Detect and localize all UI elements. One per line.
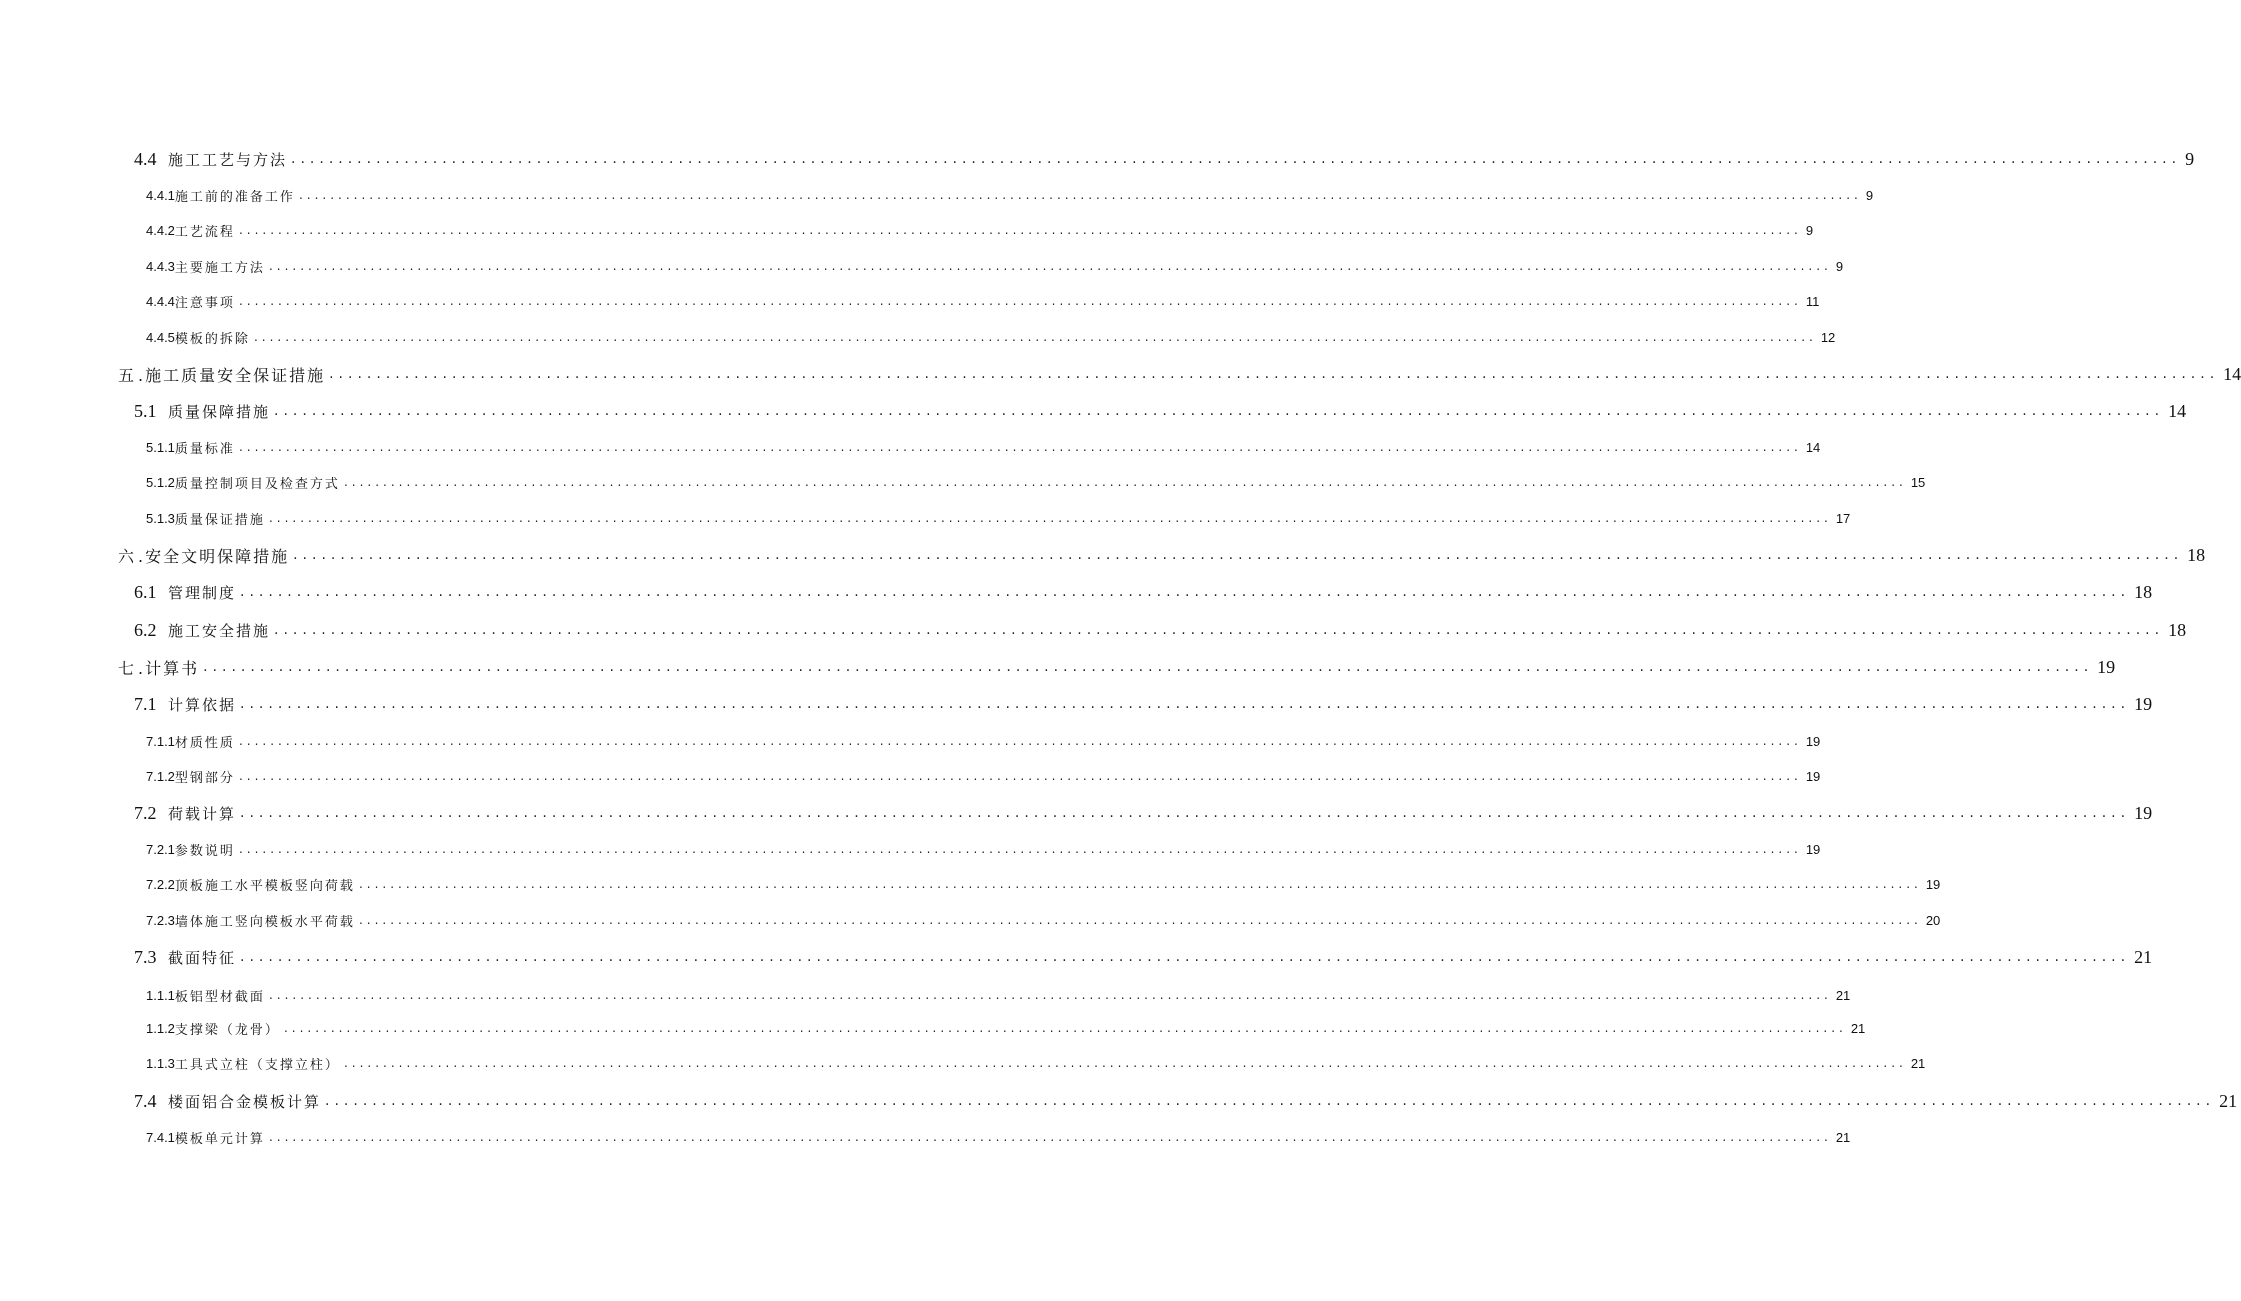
toc-entry-number: 7.2.3 [146,912,175,928]
toc-entry-title: 材质性质 [174,735,235,751]
toc-entry[interactable] [0,838,1821,860]
toc-entry[interactable] [0,471,1926,493]
toc-entry[interactable] [0,219,1814,241]
toc-entry-title: 计算依据 [168,695,237,714]
toc-entry-page-number: 9 [2185,148,2195,169]
dot-leader: ........................................................................................................................................................................................................ [343,475,1907,489]
toc-entry[interactable] [0,765,1821,787]
dot-leader: ........................................................................................................................................................................................................ [293,547,2184,563]
dot-leader: ........................................................................................................................................................................................................ [358,877,1922,891]
toc-entry-title: 模板的拆除 [174,331,250,347]
toc-entry-page-number: 19 [2097,656,2116,677]
dot-leader: ........................................................................................................................................................................................................ [238,842,1802,856]
toc-entry[interactable] [0,362,2241,386]
toc-entry[interactable] [0,730,1821,752]
toc-entry-page-number: 21 [1835,987,1851,1003]
dot-leader: ........................................................................................................................................................................................................ [238,734,1802,748]
toc-entry-page-number: 21 [1835,1129,1851,1145]
dot-leader: ........................................................................................................................................................................................................ [240,696,2131,712]
toc-entry-page-number: 9 [1835,258,1844,274]
dot-leader: ........................................................................................................................................................................................................ [283,1021,1847,1035]
toc-entry-number: 七 [118,658,139,678]
toc-entry-page-number: 9 [1805,222,1814,238]
toc-entry-number: 7.2 [134,802,157,823]
toc-entry-page-number: 17 [1835,510,1851,526]
toc-entry-title: 质量标准 [174,441,235,457]
dot-leader: ........................................................................................................................................................................................................ [343,1056,1907,1070]
toc-entry-number: 5.1 [134,400,157,421]
toc-entry-number: 7.1 [134,693,157,714]
toc-entry-page-number: 19 [2134,802,2153,823]
toc-entry-title: 施工前的准备工作 [174,189,295,205]
toc-entry-title: .计算书 [138,658,200,678]
toc-entry-page-number: 18 [2187,544,2206,565]
toc-entry-page-number: 14 [2223,363,2241,384]
toc-entry-page-number: 11 [1805,293,1820,309]
toc-entry-number: 7.4.1 [146,1129,175,1145]
toc-entry[interactable] [0,255,1844,277]
dot-leader: ........................................................................................................................................................................................................ [240,949,2131,965]
toc-entry-number: 7.2.2 [146,876,175,892]
toc-entry[interactable] [0,801,2153,825]
toc-entry-title: 型钢部分 [174,770,235,786]
toc-entry[interactable] [0,984,1851,1006]
toc-entry-number: 5.1.3 [146,510,175,526]
toc-entry-title: 注意事项 [174,295,235,311]
toc-entry-number: 6.1 [134,581,157,602]
toc-entry-number: 5.1.2 [146,474,175,490]
dot-leader: ........................................................................................................................................................................................................ [268,511,1832,525]
toc-entry-page-number: 19 [1925,876,1941,892]
dot-leader: ........................................................................................................................................................................................................ [325,1093,2216,1109]
toc-entry-title: 质量保证措施 [174,512,265,528]
toc-entry-number: 1.1.2 [146,1020,175,1036]
toc-entry-title: 板铝型材截面 [174,989,265,1005]
toc-entry-number: 4.4.3 [146,258,175,274]
dot-leader: ........................................................................................................................................................................................................ [291,151,2182,167]
toc-entry-title: 工具式立柱（支撑立柱） [174,1057,340,1073]
dot-leader: ........................................................................................................................................................................................................ [238,769,1802,783]
toc-entry-page-number: 21 [2219,1090,2238,1111]
toc-entry-title: 主要施工方法 [174,260,265,276]
toc-entry[interactable] [0,618,2187,642]
toc-entry-title: 施工工艺与方法 [168,150,288,169]
toc-entry-number: 7.1.1 [146,733,175,749]
toc-entry-page-number: 18 [2168,619,2187,640]
toc-entry-title: 质量保障措施 [168,402,271,421]
toc-entry-title: 顶板施工水平模板竖向荷载 [174,878,355,894]
toc-entry-page-number: 19 [1805,841,1821,857]
dot-leader: ........................................................................................................................................................................................................ [253,330,1817,344]
toc-entry-number: 4.4 [134,148,157,169]
toc-entry-page-number: 21 [1850,1020,1866,1036]
toc-entry-number: 1.1.3 [146,1055,175,1071]
toc-entry-number: 7.4 [134,1090,157,1111]
toc-entry-page-number: 19 [2134,693,2153,714]
toc-entry-number: 4.4.1 [146,187,175,203]
toc-entry-page-number: 21 [1910,1055,1926,1071]
toc-entry[interactable] [0,1017,1866,1039]
toc-entry-number: 7.2.1 [146,841,175,857]
toc-entry[interactable] [0,147,2195,171]
toc-entry-number: 6.2 [134,619,157,640]
toc-entry[interactable] [0,326,1836,348]
toc-entry-title: 质量控制项目及检查方式 [174,476,340,492]
dot-leader: ........................................................................................................................................................................................................ [240,805,2131,821]
dot-leader: ........................................................................................................................................................................................................ [240,584,2131,600]
toc-entry-title: 参数说明 [174,843,235,859]
toc-entry-title: .施工质量安全保证措施 [138,365,326,385]
toc-entry-title: 截面特征 [168,948,237,967]
toc-entry[interactable] [0,655,2116,679]
toc-entry-title: 工艺流程 [174,224,235,240]
dot-leader: ........................................................................................................................................................................................................ [268,988,1832,1002]
dot-leader: ........................................................................................................................................................................................................ [358,913,1922,927]
toc-entry-number: 4.4.5 [146,329,175,345]
toc-entry-title: 楼面铝合金模板计算 [168,1092,322,1111]
toc-entry-page-number: 21 [2134,946,2153,967]
toc-entry-page-number: 12 [1820,329,1836,345]
toc-entry-page-number: 14 [2168,400,2187,421]
dot-leader: ........................................................................................................................................................................................................ [238,223,1802,237]
toc-entry[interactable] [0,580,2153,604]
toc-entry-page-number: 9 [1865,187,1874,203]
toc-entry[interactable] [0,399,2187,423]
dot-leader: ........................................................................................................................................................................................................ [298,188,1862,202]
toc-entry-number: 4.4.4 [146,293,175,309]
toc-entry[interactable] [0,290,1820,312]
toc-entry[interactable] [0,507,1851,529]
toc-entry-page-number: 19 [1805,768,1821,784]
dot-leader: ........................................................................................................................................................................................................ [268,259,1832,273]
toc-entry-title: 支撑梁（龙骨） [174,1022,280,1038]
dot-leader: ........................................................................................................................................................................................................ [274,403,2165,419]
toc-entry-number: 1.1.1 [146,987,175,1003]
dot-leader: ........................................................................................................................................................................................................ [268,1130,1832,1144]
dot-leader: ........................................................................................................................................................................................................ [238,294,1802,308]
toc-entry-page-number: 20 [1925,912,1941,928]
toc-entry-number: 六 [118,546,139,566]
toc-entry-number: 五 [118,365,139,385]
toc-entry[interactable] [0,1089,2238,1113]
toc-entry[interactable] [0,945,2153,969]
toc-entry-title: 荷载计算 [168,804,237,823]
dot-leader: ........................................................................................................................................................................................................ [203,659,2094,675]
toc-entry-number: 5.1.1 [146,439,175,455]
toc-entry-number: 7.3 [134,946,157,967]
toc-entry-page-number: 19 [1805,733,1821,749]
toc-entry[interactable] [0,873,1941,895]
dot-leader: ........................................................................................................................................................................................................ [329,366,2220,382]
dot-leader: ........................................................................................................................................................................................................ [238,440,1802,454]
toc-entry-number: 4.4.2 [146,222,175,238]
toc-entry[interactable] [0,1052,1926,1074]
toc-entry-title: 施工安全措施 [168,621,271,640]
toc-entry-title: 模板单元计算 [174,1131,265,1147]
toc-entry-page-number: 15 [1910,474,1926,490]
toc-entry[interactable] [0,436,1821,458]
toc-entry-number: 7.1.2 [146,768,175,784]
toc-entry[interactable] [0,184,1874,206]
dot-leader: ........................................................................................................................................................................................................ [274,622,2165,638]
toc-entry-page-number: 14 [1805,439,1821,455]
toc-entry[interactable] [0,543,2206,567]
toc-entry[interactable] [0,909,1941,931]
toc-entry[interactable] [0,1126,1851,1148]
toc-entry-title: 管理制度 [168,583,237,602]
toc-entry-page-number: 18 [2134,581,2153,602]
toc-entry-title: 墙体施工竖向模板水平荷载 [174,914,355,930]
toc-entry-title: .安全文明保障措施 [138,546,290,566]
toc-entry[interactable] [0,692,2153,716]
